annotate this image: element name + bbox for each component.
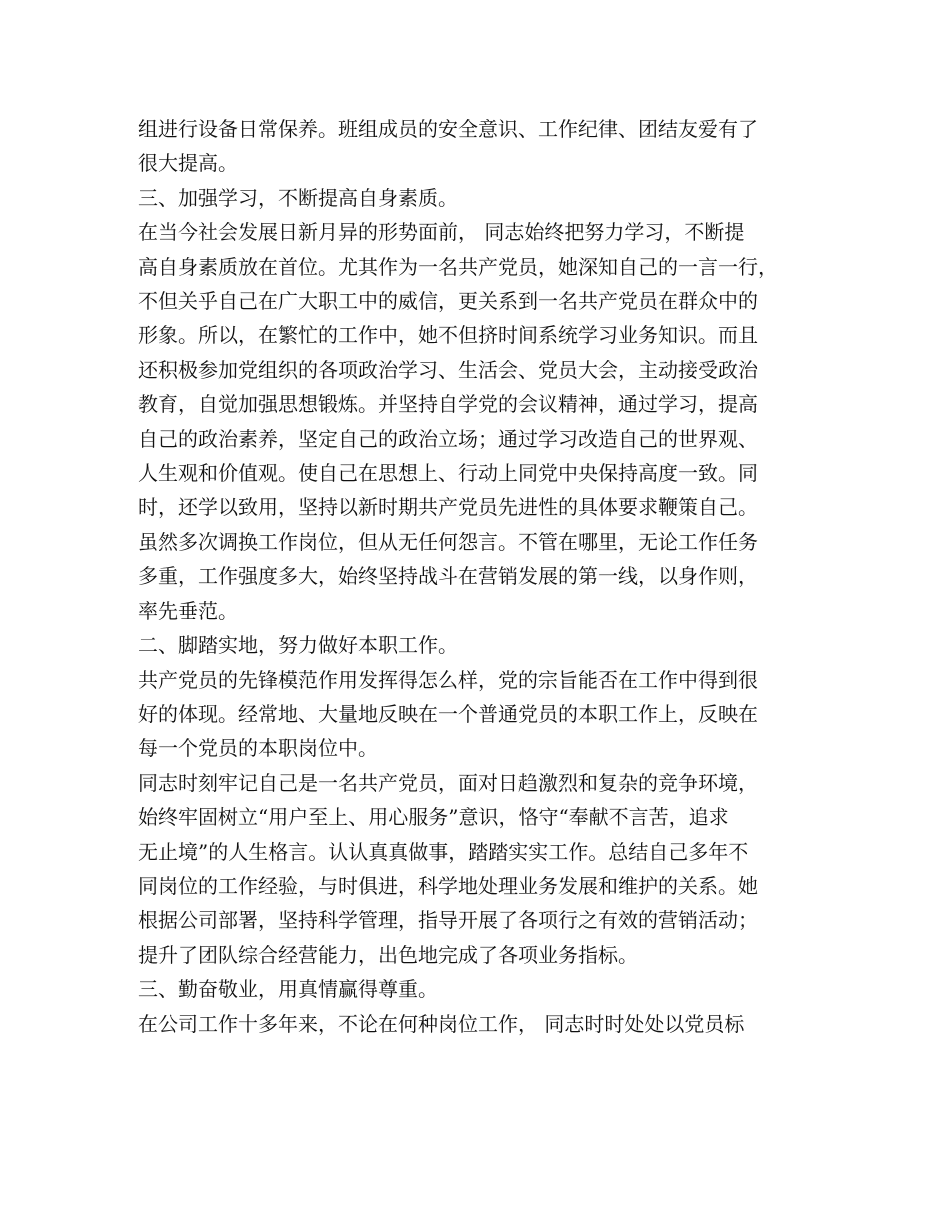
text-line: 好的体现。经常地、大量地反映在一个普通党员的本职工作上，反映在 [138,701,758,726]
text-line: 率先垂范。 [138,598,238,623]
text-line: 共产党员的先锋模范作用发挥得怎么样，党的宗旨能否在工作中得到很 [138,667,758,692]
text-line: 人生观和价值观。使自己在思想上、行动上同党中央保持高度一致。同 [138,461,758,486]
text-line: 每一个党员的本职岗位中。 [138,736,378,761]
text-line: 高自身素质放在首位。尤其作为一名共产党员，她深知自己的一言一行， [138,254,778,279]
text-line: 自己的政治素养，坚定自己的政治立场；通过学习改造自己的世界观、 [138,426,758,451]
text-line: 多重，工作强度多大，始终坚持战斗在营销发展的第一线，以身作则， [138,564,758,589]
document-body [138,112,828,1041]
section-heading: 三、加强学习，不断提高自身素质。 [138,185,458,210]
text-line: 在当今社会发展日新月异的形势面前， 同志始终把努力学习，不断提 [138,220,745,245]
text-line: 无止境”的人生格言。认认真真做事，踏踏实实工作。总结自己多年不 [138,839,749,864]
text-line: 同志时刻牢记自己是一名共产党员，面对日趋激烈和复杂的竞争环境， [138,770,758,795]
text-line: 始终牢固树立“用户至上、用心服务”意识，恪守“奉献不言苦，追求 [138,805,729,830]
text-line: 很大提高。 [138,151,238,176]
section-heading: 三、勤奋敬业，用真情赢得尊重。 [138,977,438,1002]
text-line: 在公司工作十多年来，不论在何种岗位工作， 同志时时处处以党员标 [138,1011,745,1036]
text-line: 根据公司部署，坚持科学管理，指导开展了各项行之有效的营销活动； [138,908,758,933]
text-line: 同岗位的工作经验，与时俱进，科学地处理业务发展和维护的关系。她 [138,873,758,898]
text-line: 还积极参加党组织的各项政治学习、生活会、党员大会，主动接受政治 [138,357,758,382]
text-line: 形象。所以，在繁忙的工作中，她不但挤时间系统学习业务知识。而且 [138,323,758,348]
text-line: 组进行设备日常保养。班组成员的安全意识、工作纪律、团结友爱有了 [138,117,758,141]
text-line: 虽然多次调换工作岗位，但从无任何怨言。不管在哪里，无论工作任务 [138,529,758,554]
section-heading: 二、脚踏实地，努力做好本职工作。 [138,633,458,658]
text-line: 时，还学以致用，坚持以新时期共产党员先进性的具体要求鞭策自己。 [138,495,758,520]
text-line: 不但关乎自己在广大职工中的威信，更关系到一名共产党员在群众中的 [138,289,758,314]
text-line: 教育，自觉加强思想锻炼。并坚持自学党的会议精神，通过学习，提高 [138,392,758,417]
text-line: 提升了团队综合经营能力，出色地完成了各项业务指标。 [138,942,638,967]
